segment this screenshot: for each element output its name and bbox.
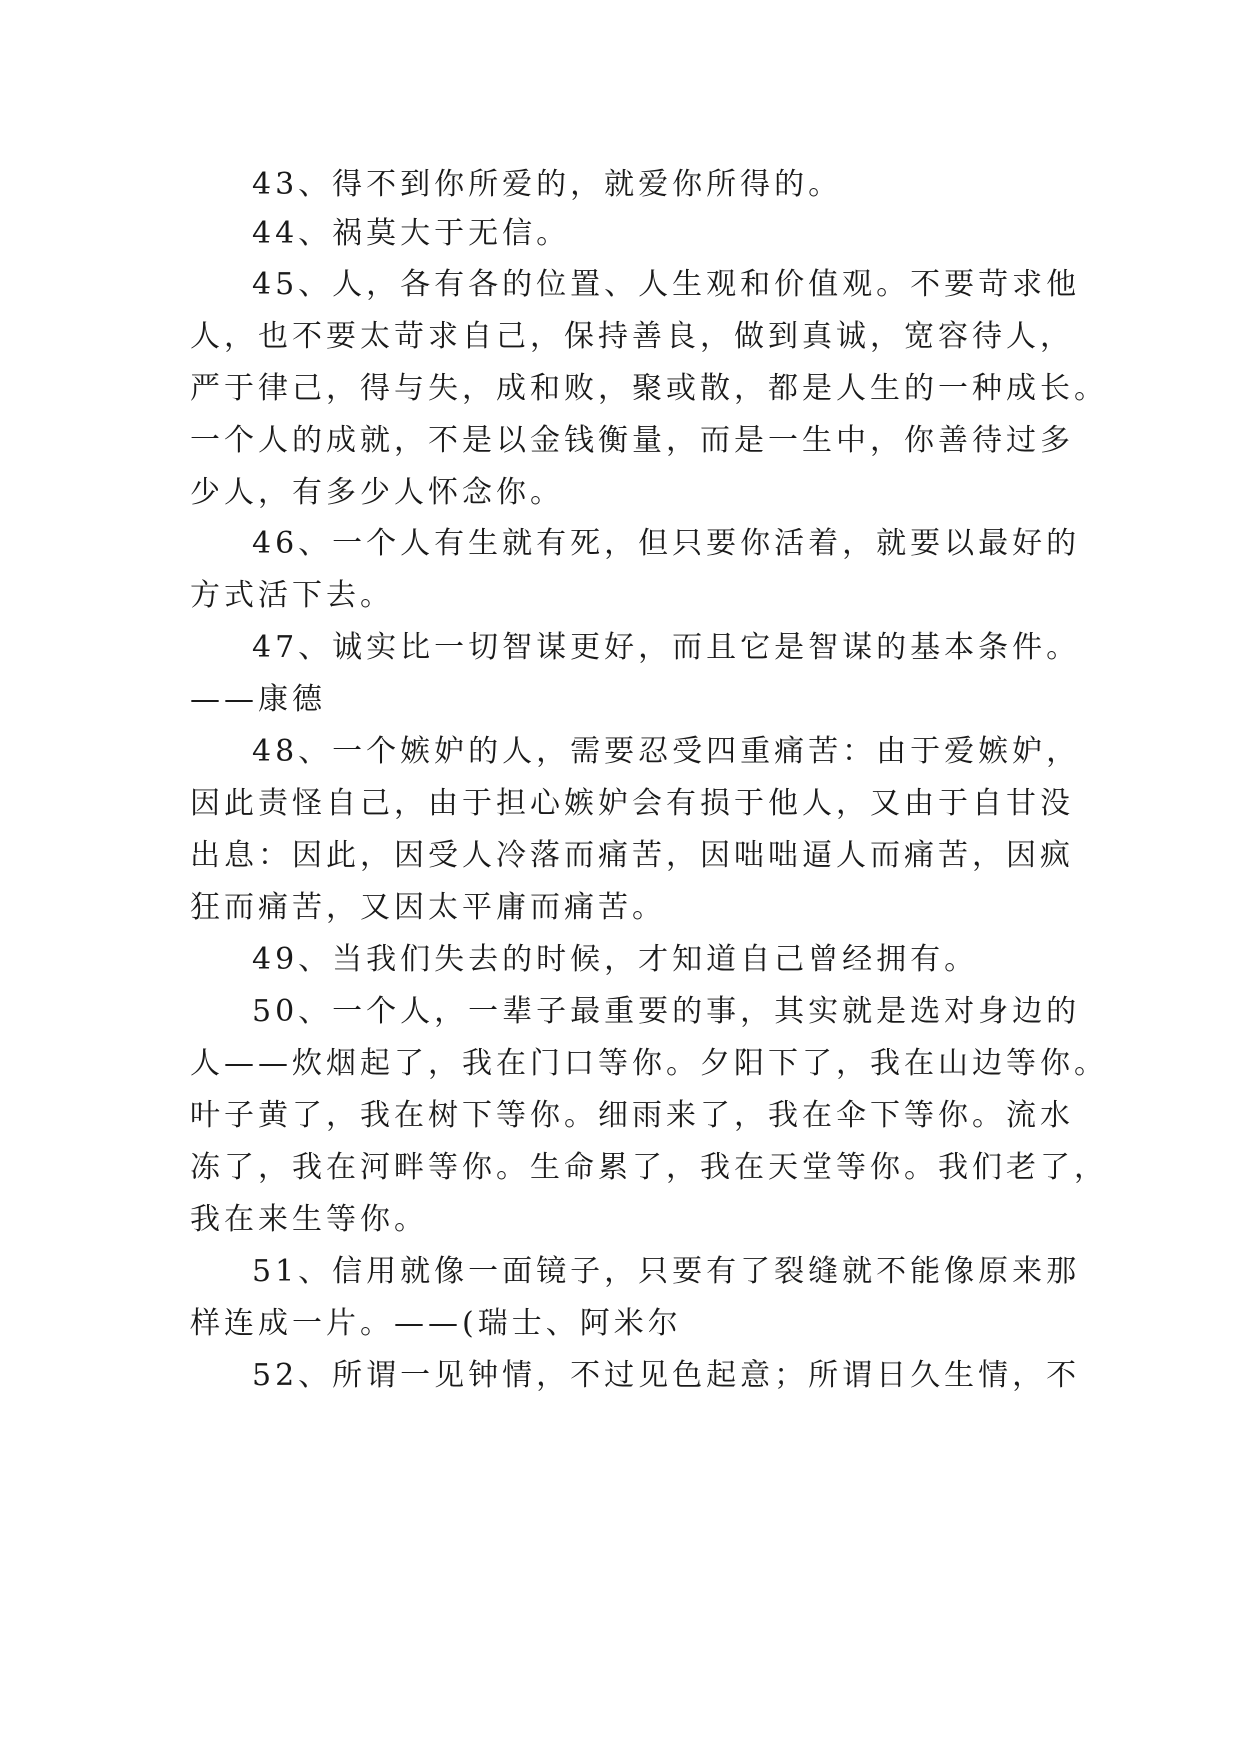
quote-45-line-3: 严于律己，得与失，成和败，聚或散，都是人生的一种成长。 xyxy=(190,371,1108,406)
quote-52-line-1: 52、所谓一见钟情，不过见色起意；所谓日久生情，不 xyxy=(252,1358,1081,1393)
quote-48-line-1: 48、一个嫉妒的人，需要忍受四重痛苦：由于爱嫉妒， xyxy=(252,734,1081,769)
quote-47-attribution: ——康德 xyxy=(190,682,326,717)
quote-51-line-1: 51、信用就像一面镜子，只要有了裂缝就不能像原来那 xyxy=(252,1254,1081,1289)
quote-48-line-4: 狂而痛苦，又因太平庸而痛苦。 xyxy=(190,890,666,925)
quote-50-line-1: 50、一个人，一辈子最重要的事，其实就是选对身边的 xyxy=(252,994,1081,1029)
quote-46-line-1: 46、一个人有生就有死，但只要你活着，就要以最好的 xyxy=(252,526,1081,561)
quote-48-line-3: 出息：因此，因受人冷落而痛苦，因咄咄逼人而痛苦，因疯 xyxy=(190,838,1074,873)
quote-50-line-5: 我在来生等你。 xyxy=(190,1202,428,1237)
quote-45-line-5: 少人，有多少人怀念你。 xyxy=(190,475,564,510)
quote-45-line-1: 45、人，各有各的位置、人生观和价值观。不要苛求他 xyxy=(252,267,1081,302)
quote-45-line-2: 人，也不要太苛求自己，保持善良，做到真诚，宽容待人， xyxy=(190,319,1074,354)
quote-46-line-2: 方式活下去。 xyxy=(190,578,394,613)
quote-44-line-1: 44、祸莫大于无信。 xyxy=(252,216,571,251)
quote-50-line-3: 叶子黄了，我在树下等你。细雨来了，我在伞下等你。流水 xyxy=(190,1098,1074,1133)
quote-50-line-2: 人——炊烟起了，我在门口等你。夕阳下了，我在山边等你。 xyxy=(190,1046,1108,1081)
quote-50-line-4: 冻了，我在河畔等你。生命累了，我在天堂等你。我们老了， xyxy=(190,1150,1108,1185)
quote-49-line-1: 49、当我们失去的时候，才知道自己曾经拥有。 xyxy=(252,942,979,977)
quote-51-line-2: 样连成一片。——(瑞士、阿米尔 xyxy=(190,1306,682,1341)
quote-43-line-1: 43、得不到你所爱的，就爱你所得的。 xyxy=(252,167,843,202)
quote-45-line-4: 一个人的成就，不是以金钱衡量，而是一生中，你善待过多 xyxy=(190,423,1074,458)
quote-47-line-1: 47、诚实比一切智谋更好，而且它是智谋的基本条件。 xyxy=(252,630,1081,665)
quote-48-line-2: 因此责怪自己，由于担心嫉妒会有损于他人，又由于自甘没 xyxy=(190,786,1074,821)
